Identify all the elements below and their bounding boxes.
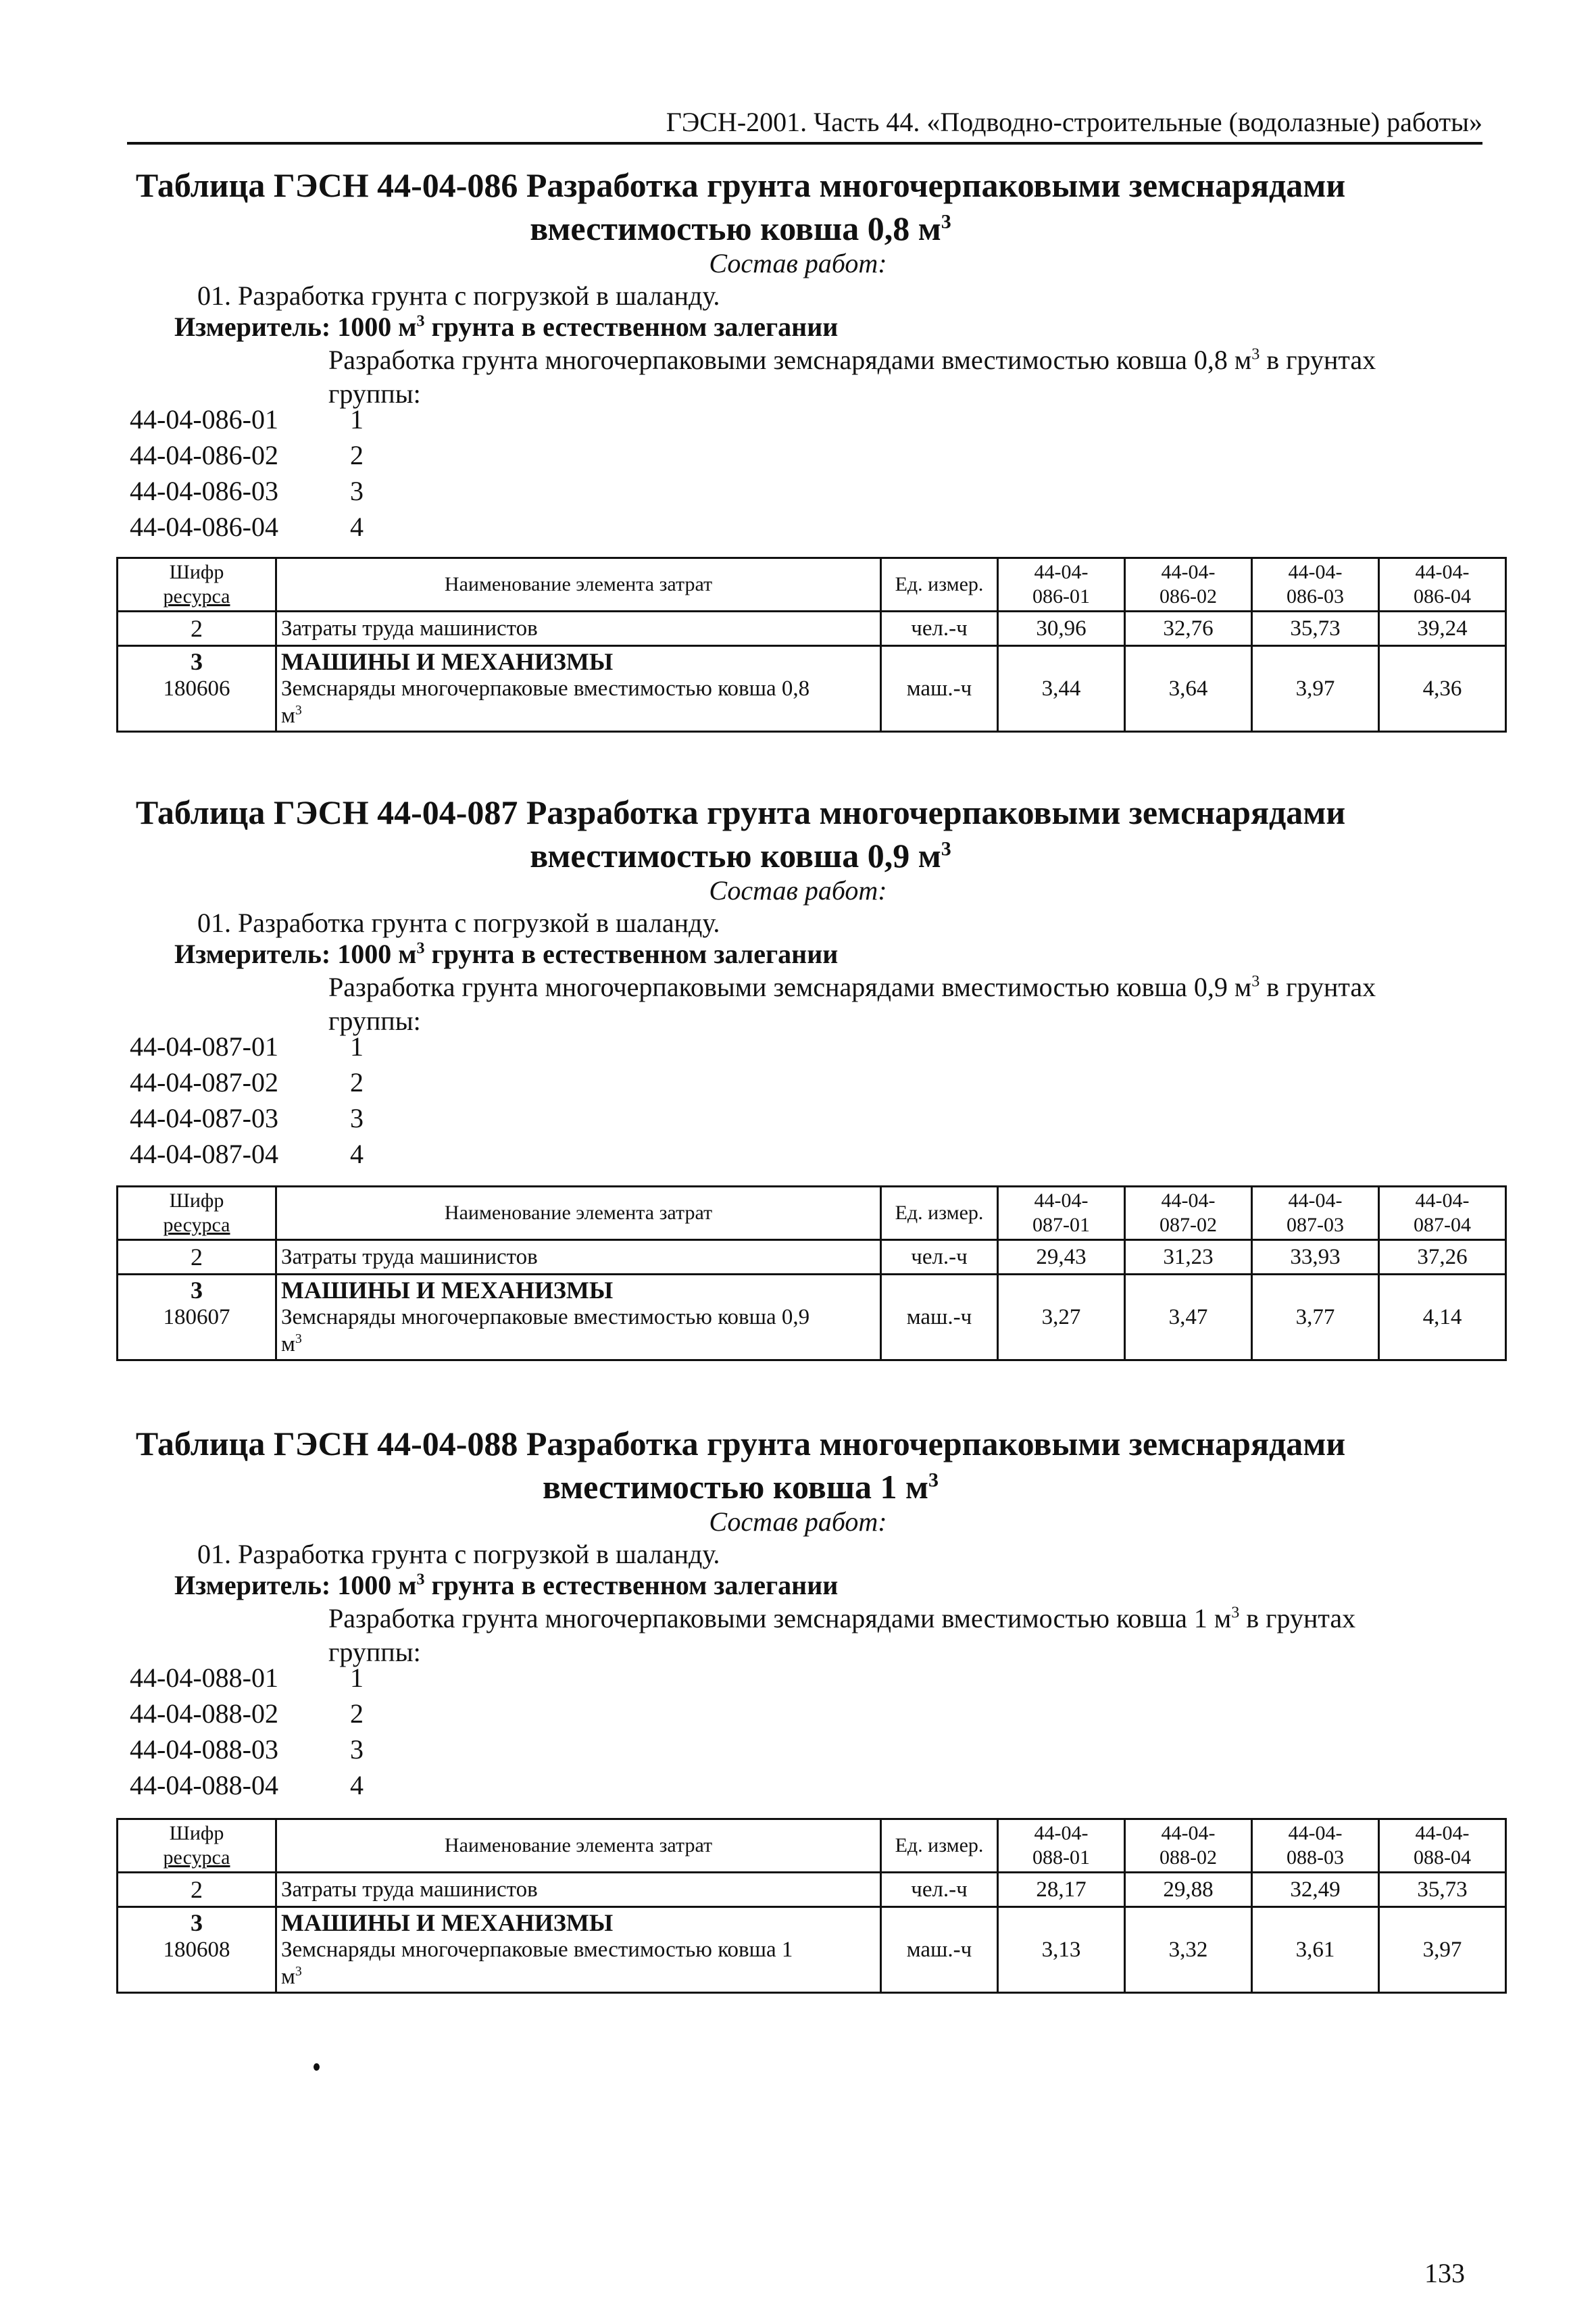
resource-table (116, 557, 1507, 733)
cell-value: 30,96 (998, 612, 1125, 646)
col-header-norm: 44-04- 088-01 (998, 1819, 1125, 1873)
cell-value: 35,73 (1252, 612, 1379, 646)
cell-value: 35,73 (1379, 1873, 1506, 1907)
norm-description-line-2: группы: (328, 1637, 421, 1667)
cell-value: 3,97 (1379, 1907, 1506, 1993)
norm-code-list (130, 401, 364, 545)
cell-value: 4,36 (1379, 646, 1506, 732)
norm-description (328, 1602, 1437, 1669)
section-title-line-2: вместимостью ковша 0,9 $м^3$ (530, 837, 951, 875)
col-header-name: Наименование элемента затрат (276, 558, 881, 612)
page-number: 133 (1424, 2258, 1465, 2288)
section-title-line-1: Таблица ГЭСН 44-04-087 Разработка грунта многочерпаковыми земснарядами (135, 793, 1346, 831)
work-item: 01. Разработка грунта с погрузкой в шаланду. (197, 908, 720, 938)
cell-unit: чел.-ч (881, 1240, 998, 1275)
table-row-machinery (118, 646, 1506, 732)
running-title: ГЭСН-2001. Часть 44. «Подводно-строительные (водолазные) работы» (666, 107, 1482, 137)
col-header-name: Наименование элемента затрат (276, 1187, 881, 1240)
section-title (132, 164, 1349, 250)
cell-code: 3 180606 (118, 646, 276, 732)
cell-unit: чел.-ч (881, 1873, 998, 1907)
norm-code-row: 44-04-086-04 4 (130, 512, 364, 542)
col-header-norm: 44-04- 087-01 (998, 1187, 1125, 1240)
cell-name: МАШИНЫ И МЕХАНИЗМЫ Земснаряды многочерпаковые вместимостью ковша 0,8 $м^3$ (276, 646, 881, 732)
norm-code-row: 44-04-088-01 1 (130, 1663, 364, 1693)
norm-code-list (130, 1029, 364, 1172)
cell-unit: маш.-ч (881, 1275, 998, 1360)
norm-code-row: 44-04-088-03 3 (130, 1734, 364, 1765)
work-composition-label: Состав работ: (709, 1506, 887, 1537)
running-header (127, 103, 1482, 145)
measurement-unit: Измеритель: 1000 $м^3$ грунта в естественном залегании (174, 1570, 839, 1600)
cell-unit: маш.-ч (881, 646, 998, 732)
norm-description-line-2: группы: (328, 1006, 421, 1036)
cell-code: 2 (118, 612, 276, 646)
norm-description-line-1: Разработка грунта многочерпаковыми земснарядами вместимостью ковша 1 $м^3$ в грунтах (328, 1603, 1356, 1633)
section-title (132, 1422, 1349, 1508)
table-header-row (118, 558, 1506, 612)
col-header-norm: 44-04- 088-04 (1379, 1819, 1506, 1873)
norm-description (328, 343, 1437, 411)
col-header-norm: 44-04- 086-03 (1252, 558, 1379, 612)
norm-code-row: 44-04-086-01 1 (130, 404, 364, 435)
norm-description-line-1: Разработка грунта многочерпаковыми земснарядами вместимостью ковша 0,8 $м^3$ в грунтах (328, 345, 1376, 375)
cell-value: 37,26 (1379, 1240, 1506, 1275)
cell-code: 3 180607 (118, 1275, 276, 1360)
cell-value: 33,93 (1252, 1240, 1379, 1275)
cell-name: Затраты труда машинистов (276, 1873, 881, 1907)
col-header-unit: Ед. измер. (881, 1187, 998, 1240)
cell-value: 3,97 (1252, 646, 1379, 732)
norm-code-list (130, 1660, 364, 1803)
section-title-line-2: вместимостью ковша 1 $м^3$ (542, 1468, 939, 1506)
cell-value: 3,13 (998, 1907, 1125, 1993)
section-title-line-2: вместимостью ковша 0,8 $м^3$ (530, 210, 951, 247)
norm-code-row: 44-04-088-02 2 (130, 1698, 364, 1729)
norm-code-row: 44-04-087-04 4 (130, 1139, 364, 1169)
col-header-norm: 44-04- 088-02 (1125, 1819, 1252, 1873)
resource-table (116, 1185, 1507, 1361)
norm-description (328, 970, 1437, 1038)
norm-code-row: 44-04-086-03 3 (130, 476, 364, 506)
work-composition-label: Состав работ: (709, 875, 887, 906)
cell-value: 29,88 (1125, 1873, 1252, 1907)
work-composition-label: Состав работ: (709, 248, 887, 278)
cell-value: 3,47 (1125, 1275, 1252, 1360)
cell-value: 3,64 (1125, 646, 1252, 732)
resource-table (116, 1818, 1507, 1994)
measurement-unit: Измеритель: 1000 $м^3$ грунта в естественном залегании (174, 312, 839, 342)
cell-name: МАШИНЫ И МЕХАНИЗМЫ Земснаряды многочерпаковые вместимостью ковша 0,9 $м^3$ (276, 1275, 881, 1360)
measurement-unit: Измеритель: 1000 $м^3$ грунта в естественном залегании (174, 939, 839, 969)
stray-mark (314, 2063, 320, 2071)
norm-description-line-2: группы: (328, 378, 421, 409)
cell-code: 2 (118, 1240, 276, 1275)
col-header-unit: Ед. измер. (881, 1819, 998, 1873)
norm-code-row: 44-04-087-01 1 (130, 1031, 364, 1062)
col-header-norm: 44-04- 088-03 (1252, 1819, 1379, 1873)
cell-value: 31,23 (1125, 1240, 1252, 1275)
cell-value: 28,17 (998, 1873, 1125, 1907)
cell-code: 3 180608 (118, 1907, 276, 1993)
table-row-machinery (118, 1907, 1506, 1993)
table-row-labor (118, 1873, 1506, 1907)
col-header-name: Наименование элемента затрат (276, 1819, 881, 1873)
norm-code-row: 44-04-087-02 2 (130, 1067, 364, 1098)
cell-value: 3,44 (998, 646, 1125, 732)
col-header-norm: 44-04- 087-04 (1379, 1187, 1506, 1240)
cell-value: 3,61 (1252, 1907, 1379, 1993)
cell-value: 3,27 (998, 1275, 1125, 1360)
section-title-line-1: Таблица ГЭСН 44-04-086 Разработка грунта многочерпаковыми земснарядами (135, 166, 1346, 204)
norm-code-row: 44-04-088-04 4 (130, 1770, 364, 1800)
cell-unit: чел.-ч (881, 612, 998, 646)
cell-code: 2 (118, 1873, 276, 1907)
cell-value: 32,49 (1252, 1873, 1379, 1907)
table-row-machinery (118, 1275, 1506, 1360)
work-item: 01. Разработка грунта с погрузкой в шаланду. (197, 1539, 720, 1569)
table-row-labor (118, 1240, 1506, 1275)
col-header-norm: 44-04- 086-02 (1125, 558, 1252, 612)
cell-value: 29,43 (998, 1240, 1125, 1275)
cell-name: МАШИНЫ И МЕХАНИЗМЫ Земснаряды многочерпаковые вместимостью ковша 1 $м^3$ (276, 1907, 881, 1993)
col-header-unit: Ед. измер. (881, 558, 998, 612)
col-header-norm: 44-04- 086-01 (998, 558, 1125, 612)
norm-description-line-1: Разработка грунта многочерпаковыми земснарядами вместимостью ковша 0,9 $м^3$ в грунтах (328, 972, 1376, 1002)
section-title-line-1: Таблица ГЭСН 44-04-088 Разработка грунта многочерпаковыми земснарядами (135, 1425, 1346, 1462)
norm-code-row: 44-04-086-02 2 (130, 440, 364, 470)
cell-value: 3,32 (1125, 1907, 1252, 1993)
col-header-code: Шифр ресурса (118, 558, 276, 612)
cell-value: 32,76 (1125, 612, 1252, 646)
col-header-norm: 44-04- 087-03 (1252, 1187, 1379, 1240)
table-header-row (118, 1187, 1506, 1240)
cell-unit: маш.-ч (881, 1907, 998, 1993)
cell-value: 4,14 (1379, 1275, 1506, 1360)
norm-code-row: 44-04-087-03 3 (130, 1103, 364, 1133)
col-header-norm: 44-04- 086-04 (1379, 558, 1506, 612)
col-header-code: Шифр ресурса (118, 1187, 276, 1240)
cell-name: Затраты труда машинистов (276, 612, 881, 646)
col-header-norm: 44-04- 087-02 (1125, 1187, 1252, 1240)
cell-name: Затраты труда машинистов (276, 1240, 881, 1275)
cell-value: 39,24 (1379, 612, 1506, 646)
work-item: 01. Разработка грунта с погрузкой в шаланду. (197, 280, 720, 311)
col-header-code: Шифр ресурса (118, 1819, 276, 1873)
table-row-labor (118, 612, 1506, 646)
table-header-row (118, 1819, 1506, 1873)
section-title (132, 791, 1349, 877)
cell-value: 3,77 (1252, 1275, 1379, 1360)
